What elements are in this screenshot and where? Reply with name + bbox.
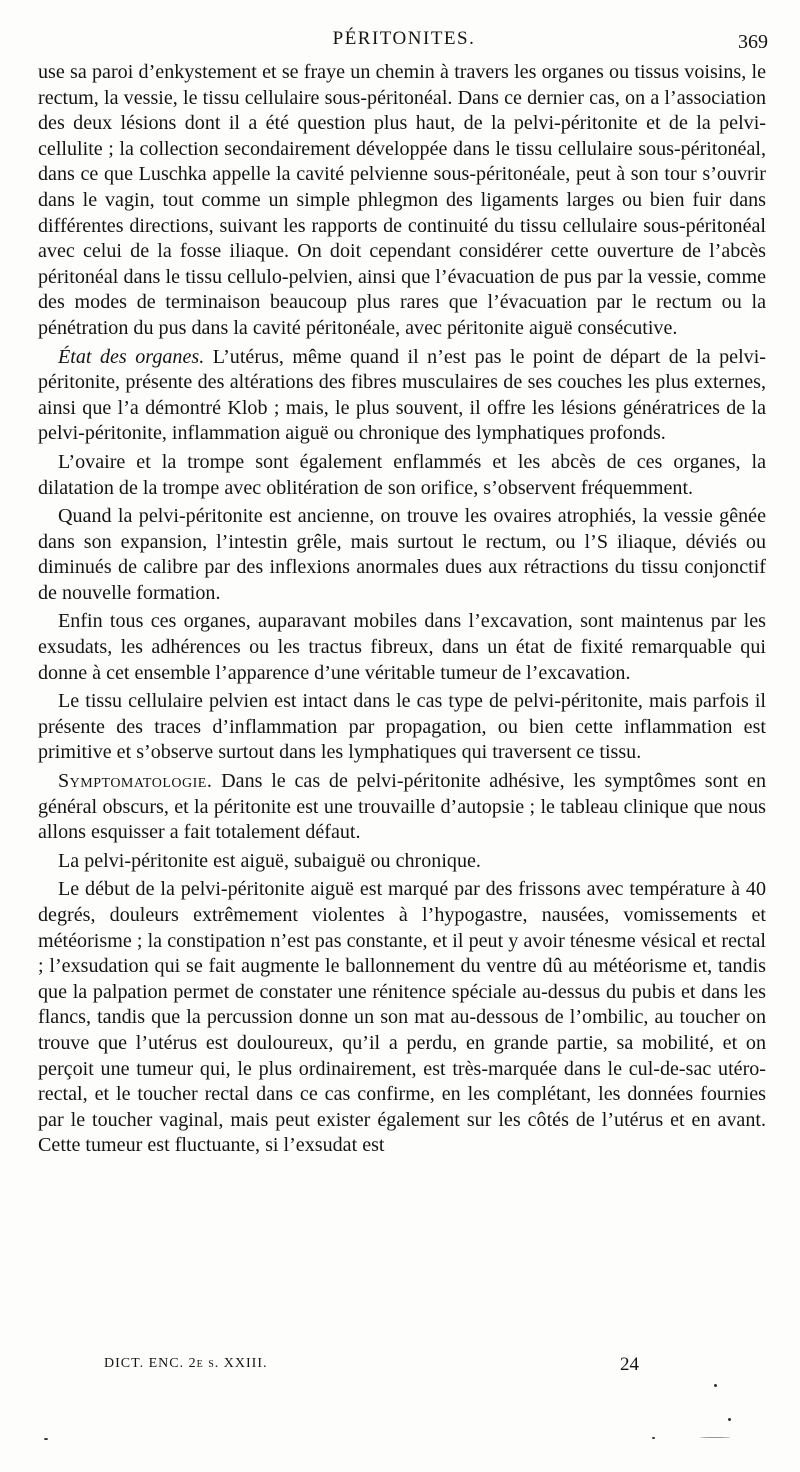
- paragraph-6-text: Le tissu cellulaire pelvien est intact dans le cas type de pelvi-péritonite, mais parfois il présente des traces d’inflammation par propagation, ou bien cette inflammation est primitive et s’observe surtout dans les lymphatiques qui traversent ce tissu.: [38, 690, 766, 764]
- paragraph-1: [38, 60, 766, 342]
- paragraph-1-text: use sa paroi d’enkystement et se fraye un chemin à travers les organes ou tissus voisins, le rectum, la vessie, le tissu cellulaire sous-péritonéal. Dans ce dernier cas, on a l’association des deux lésions dont il a été question plus haut, de la pelvi-péritonite et de la pelvi-cellulite ; la collection secondairement développée dans le tissu cellulaire sous-péritonéal, dans ce que Luschka appelle la cavité pelvienne sous-péritonéale, peut à son tour s’ouvrir dans le vagin, tout comme un simple phlegmon des ligaments larges ou bien fuir dans différentes directions, suivant les rapports de continuité du tissu cellulaire sous-péritonéal avec celui de la fosse iliaque. On doit cependant considérer cette ouverture de l’abcès péritonéal dans le tissu cellulo-pelvien, ainsi que l’évacuation de pus par la vessie, comme des modes de terminaison beaucoup plus rares que l’évacuation par le rectum ou la pénétration du pus dans la cavité péritonéale, avec péritonite aiguë consécutive.: [38, 61, 766, 339]
- running-header: [40, 28, 768, 54]
- print-speck: [652, 1437, 655, 1439]
- paragraph-2-text: L’utérus, même quand il n’est pas le point de départ de la pelvi-péritonite, présente des altérations des fibres musculaires de ses couches les plus externes, ainsi que l’a démontré Klob ; mais, le plus souvent, il offre les lésions génératrices de la pelvi-péritonite, inflammation aiguë ou chronique des lymphatiques profonds.: [38, 345, 766, 445]
- sheet-number: 24: [620, 1354, 639, 1375]
- paragraph-5: [38, 609, 766, 686]
- paragraph-9: [38, 877, 766, 1159]
- paragraph-5-text: Enfin tous ces organes, auparavant mobiles dans l’excavation, sont maintenus par les exsudats, les adhérences ou les tractus fibreux, dans un état de fixité remarquable qui donne à cet ensemble l’apparence d’une véritable tumeur de l’excavation.: [38, 610, 766, 684]
- page-footer: [104, 1354, 700, 1378]
- paragraph-8-text: La pelvi-péritonite est aiguë, subaiguë ou chronique.: [58, 849, 481, 872]
- print-speck: [714, 1384, 717, 1387]
- paragraph-7-text: Dans le cas de pelvi-péritonite adhésive, les symptômes sont en général obscurs, et la péritonite est une trouvaille d’autopsie ; le tableau clinique que nous allons esquisser a fait totalement défaut.: [38, 770, 766, 844]
- paragraph-7: [38, 769, 766, 846]
- section-lead-etat-des-organes: État des organes.: [58, 345, 205, 368]
- page-title: PÉRITONITES.: [332, 28, 476, 49]
- print-speck: [700, 1437, 730, 1438]
- paragraph-8: [38, 849, 766, 875]
- paragraph-4: [38, 504, 766, 606]
- paragraph-6: [38, 689, 766, 766]
- section-lead-symptomatologie: Symptomatologie.: [58, 770, 213, 793]
- print-speck: [728, 1418, 731, 1421]
- paragraph-3-text: L’ovaire et la trompe sont également enflammés et les abcès de ces organes, la dilatation de la trompe avec oblitération de son orifice, s’observent fréquemment.: [38, 450, 766, 499]
- paragraph-2: [38, 345, 766, 447]
- page-number: 369: [738, 31, 768, 53]
- paragraph-3: [38, 450, 766, 501]
- print-speck: [44, 1438, 48, 1440]
- body-text: [38, 60, 766, 1162]
- paragraph-9-text: Le début de la pelvi-péritonite aiguë est marqué par des frissons avec température à 40 degrés, douleurs extrêmement violentes à l’hypogastre, nausées, vomissements et météorisme ; la constipation n’est pas constante, et il peut y avoir ténesme vésical et rectal ; l’exsudation qui se fait augmente le ballonnement du ventre dû au météorisme et, tandis que la palpation permet de constater une rénitence spéciale au-dessus du pubis et dans les flancs, tandis que la percussion donne un son mat au-dessous de l’ombilic, au toucher on trouve que l’utérus est douloureux, qu’il a perdu, en grande partie, sa mobilité, et on perçoit une tumeur qui, le plus ordinairement, est très-marquée dans le cul-de-sac utéro-rectal, et le toucher rectal dans ce cas confirme, en les complétant, les données fournies par le toucher vaginal, mais peut exister également sur les côtés de l’utérus et en avant. Cette tumeur est fluctuante, si l’exsudat est: [38, 878, 766, 1157]
- volume-signature: DICT. ENC. 2e s. XXIII.: [104, 1356, 268, 1371]
- paragraph-4-text: Quand la pelvi-péritonite est ancienne, on trouve les ovaires atrophiés, la vessie gênée dans son expansion, l’intestin grêle, mais surtout le rectum, ou l’S iliaque, déviés ou diminués de calibre par des inflexions anormales dues aux rétractions du tissu conjonctif de nouvelle formation.: [38, 505, 766, 604]
